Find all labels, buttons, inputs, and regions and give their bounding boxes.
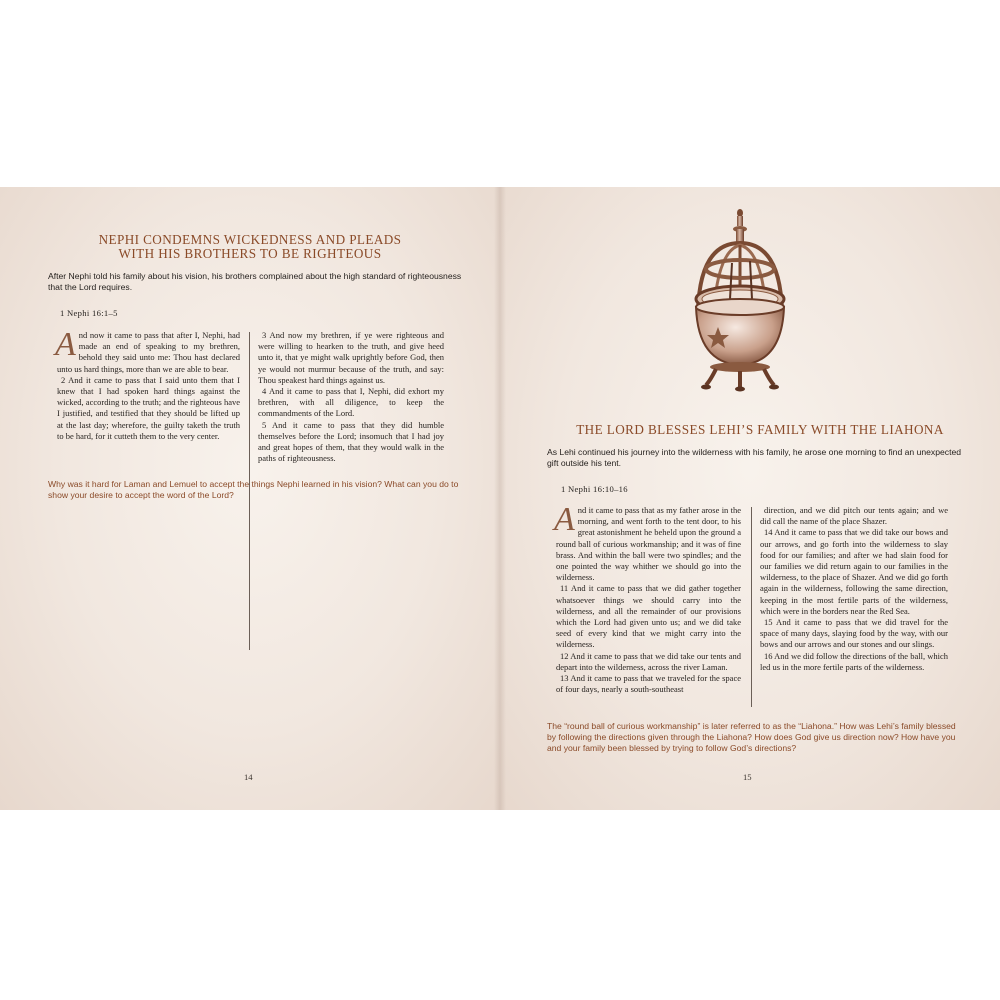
left-verse-4: 4 And it came to pass that I, Nephi, did exhort my brethren, with all diligence, to keep the commandments of the Lord. xyxy=(258,386,444,419)
left-discussion-question: Why was it hard for Laman and Lemuel to accept the things Nephi learned in his vision? What can you do to show your desire to accept the word of the Lord? xyxy=(48,479,459,500)
book-gutter xyxy=(494,187,506,810)
left-page-number: 14 xyxy=(244,772,253,782)
left-column-2 xyxy=(258,330,444,464)
book-spread xyxy=(0,187,1000,810)
right-verse-13: 13 And it came to pass that we traveled for the space of four days, nearly a south-southeast xyxy=(556,673,741,695)
left-verse-1-text: nd now it came to pass that after I, Nephi, had made an end of speaking to my brethren, behold they said unto me: Thou hast declared unto us hard things, more than we are able to bear. xyxy=(57,330,240,374)
left-dropcap: A xyxy=(55,326,76,363)
left-verse-3: 3 And now my brethren, if ye were righteous and were willing to hearken to the truth, and give heed unto it, that ye might walk uprightly before God, then ye would not murmur because of the truth, and say: Thou speakest hard things against us. xyxy=(258,330,444,385)
right-discussion-question: The “round ball of curious workmanship” is later referred to as the “Liahona.” How was Lehi’s family blessed by following the directions given through the Liahona? How does God give us direction now? How have you and your family been blessed by trying to follow God’s directions? xyxy=(547,721,956,753)
right-verse-16: 16 And we did follow the directions of the ball, which led us in the more fertile parts of the wilderness. xyxy=(760,650,948,672)
left-scripture-reference: 1 Nephi 16:1–5 xyxy=(60,308,118,318)
liahona-illustration xyxy=(680,203,800,393)
left-page xyxy=(0,187,500,810)
left-title-line2: WITH HIS BROTHERS TO BE RIGHTEOUS xyxy=(118,246,382,261)
left-title-line1: NEPHI CONDEMNS WICKEDNESS AND PLEADS xyxy=(98,232,402,247)
right-verse-14: 14 And it came to pass that we did take our bows and our arrows, and go forth into the wilderness to slay food for our families; and after we had slain food for our families we did return again to our families in the wilderness, to the place of Shazer. And we did go forth again in the wilderness, following the same direction, keeping in the most fertile parts of the wilderness, which were in the borders near the Red Sea. xyxy=(760,527,948,616)
right-scripture-reference: 1 Nephi 16:10–16 xyxy=(561,484,628,494)
right-verse-13-cont: direction, and we did pitch our tents again; and we did call the name of the place Shazer. xyxy=(760,505,948,527)
right-verse-10-text: nd it came to pass that as my father arose in the morning, and went forth to the tent door, to his great astonishment he beheld upon the ground a round ball of curious workmanship; and it was of fine brass. And within the ball were two spindles; and the one pointed the way whither we should go into the wilderness. xyxy=(556,505,741,583)
right-page-title: THE LORD BLESSES LEHI’S FAMILY WITH THE LIAHONA xyxy=(576,422,944,437)
right-intro: As Lehi continued his journey into the wilderness with his family, he arose one morning to find an unexpected gift outside his tent. xyxy=(547,447,962,468)
right-column-divider xyxy=(751,507,752,707)
left-verse-2: 2 And it came to pass that I said unto them that I knew that I had spoken hard things against the wicked, according to the truth; and the righteous have I justified, and testified that they should be lifted up at the last day; wherefore, the guilty taketh the truth to be hard, for it cutteth them to the very center. xyxy=(57,374,240,441)
right-verse-12: 12 And it came to pass that we did take our tents and depart into the wilderness, across the river Laman. xyxy=(556,650,741,672)
right-page xyxy=(500,187,1000,810)
left-page-title xyxy=(60,233,440,261)
left-verse-5: 5 And it came to pass that they did humble themselves before the Lord; insomuch that I had joy and great hopes of them, that they would walk in the paths of righteousness. xyxy=(258,419,444,464)
left-verse-1 xyxy=(55,326,240,375)
left-column-1 xyxy=(55,326,240,442)
right-dropcap: A xyxy=(554,501,575,538)
left-intro: After Nephi told his family about his vision, his brothers complained about the high standard of righteousness that the Lord requires. xyxy=(48,271,462,292)
right-column-1 xyxy=(554,501,741,695)
right-page-number: 15 xyxy=(743,772,752,782)
right-verse-15: 15 And it came to pass that we did travel for the space of many days, slaying food by the way, with our bows and our arrows and our stones and our slings. xyxy=(760,617,948,650)
right-column-2 xyxy=(760,505,948,673)
right-verse-11: 11 And it came to pass that we did gather together whatsoever things we should carry into the wilderness, and all the remainder of our provisions which the Lord had given unto us; and we did take seed of every kind that we might carry into the wilderness. xyxy=(556,583,741,650)
right-verse-10 xyxy=(554,501,741,583)
